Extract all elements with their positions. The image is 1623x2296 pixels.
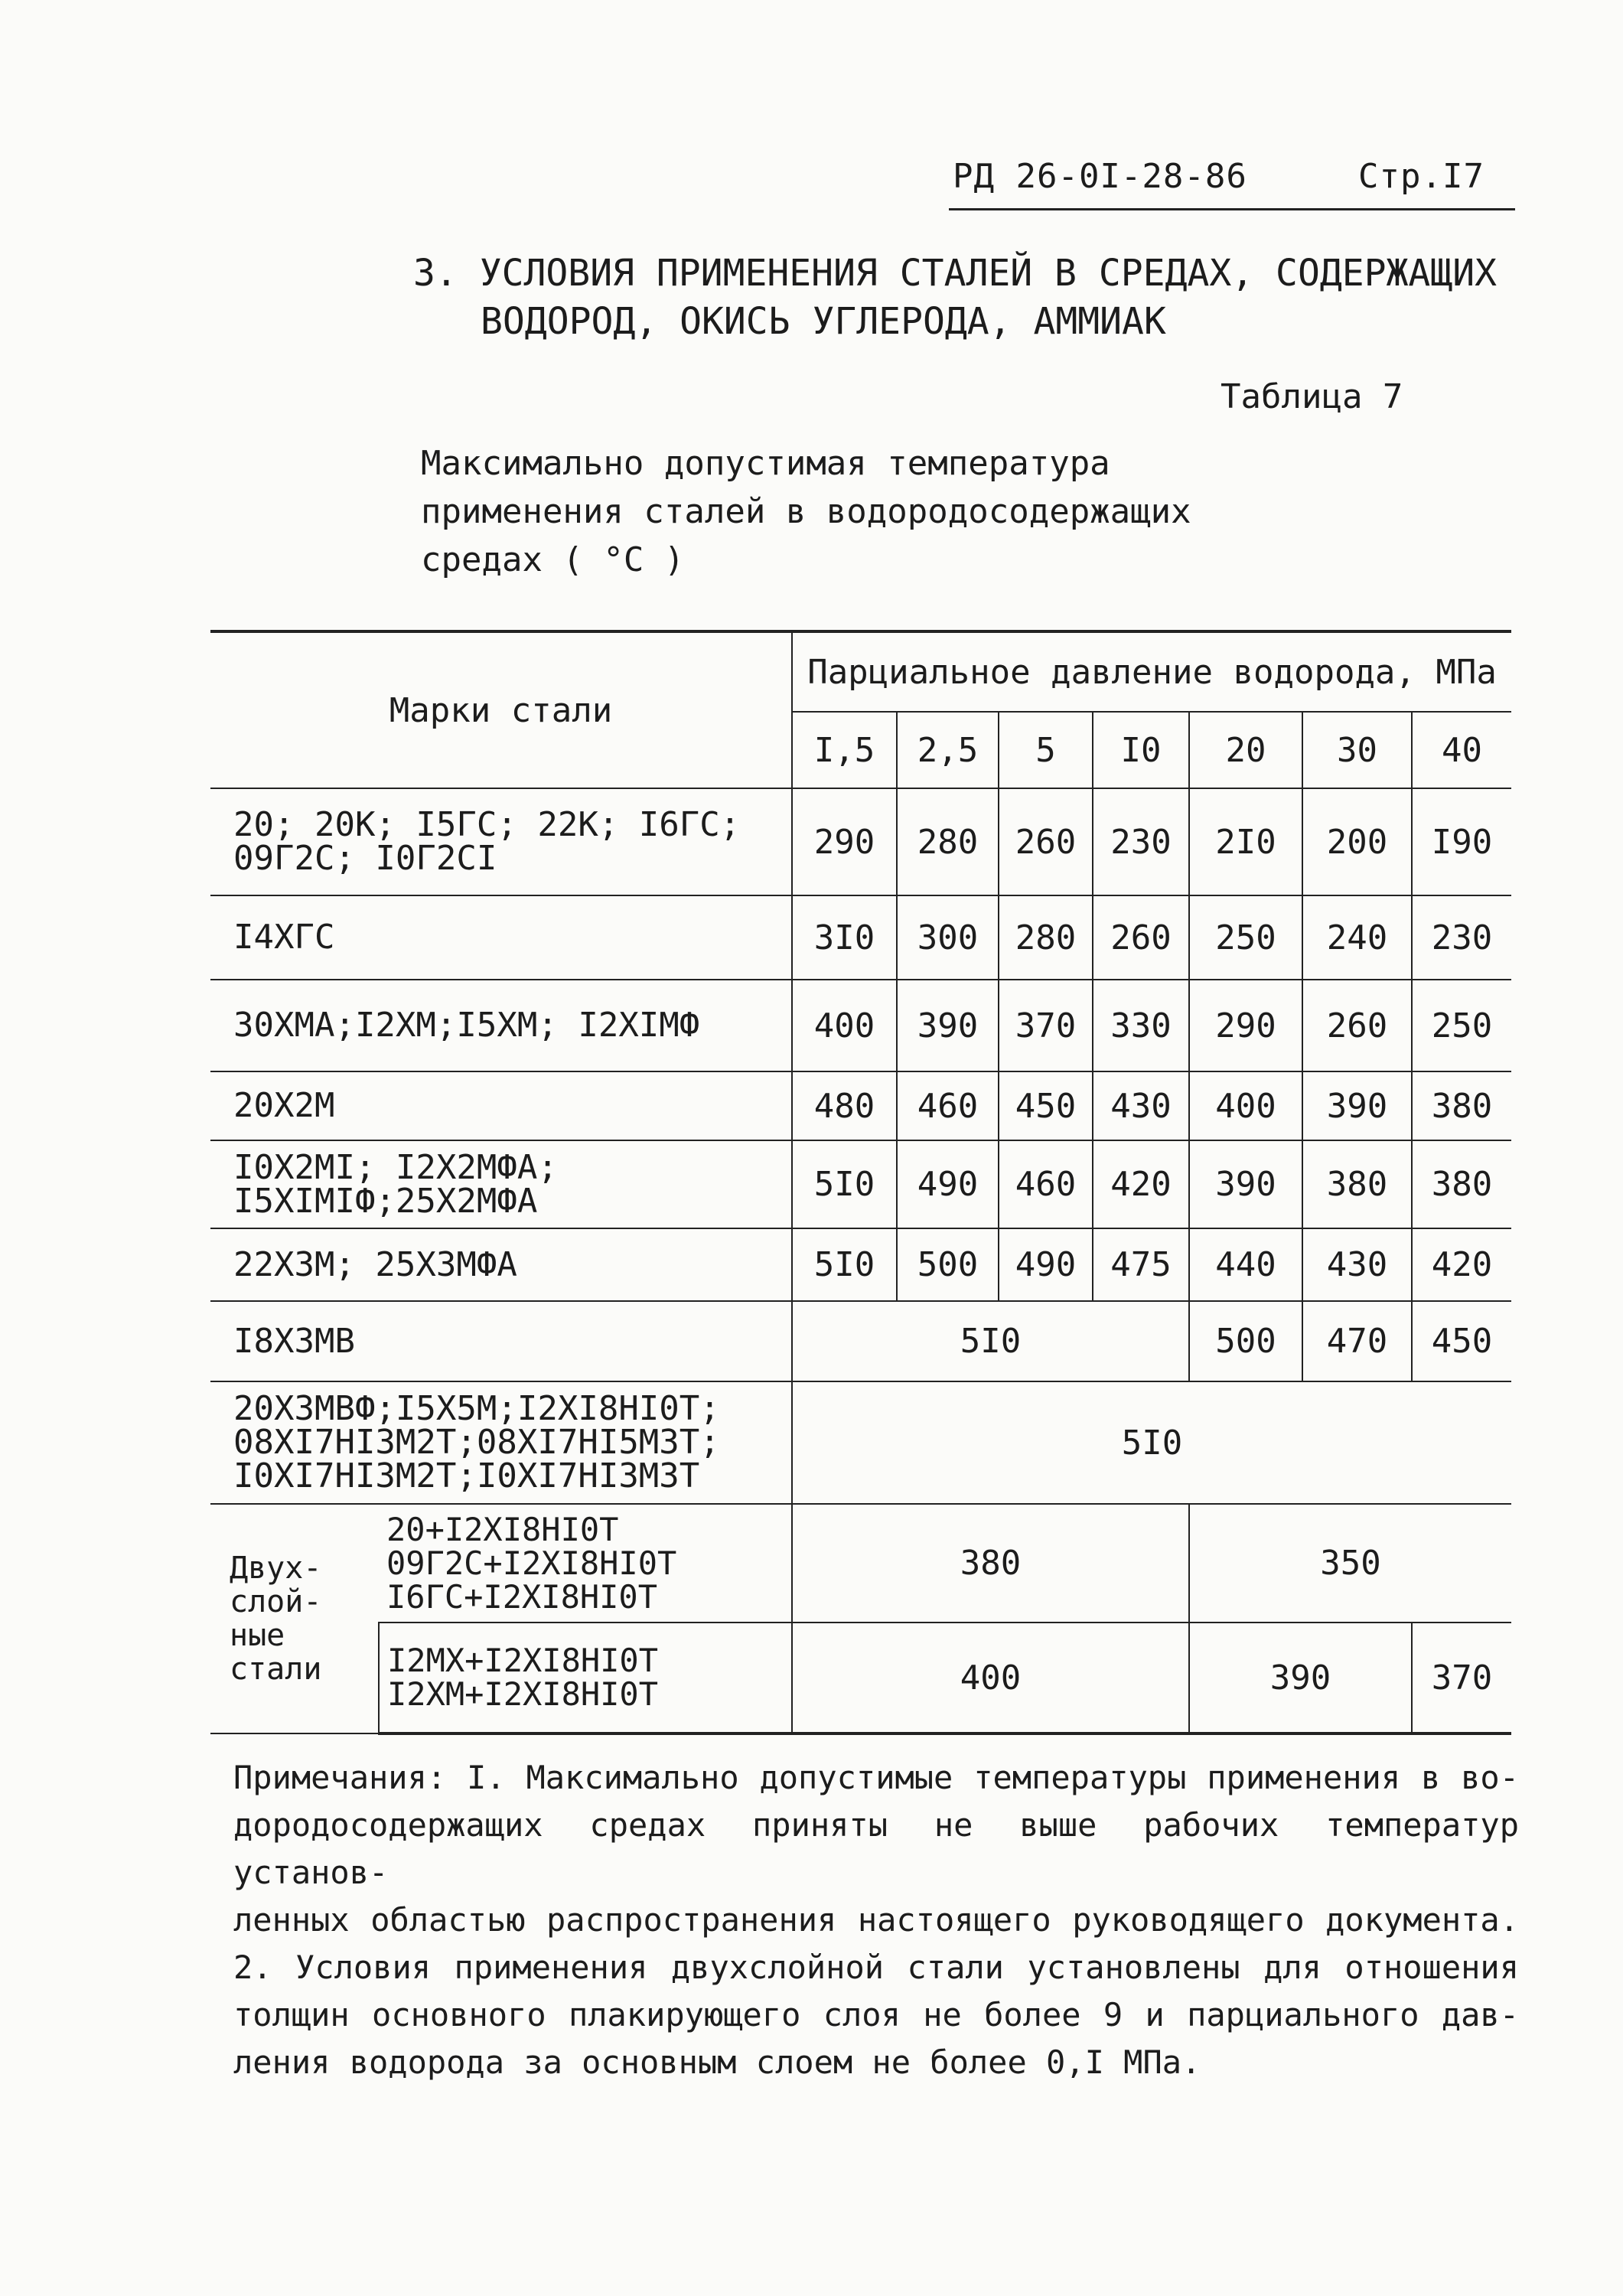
note-line: дородосодержащих средах приняты не выше рабочих температур установ- [233,1806,1519,1891]
temperature-cell: 370 [1412,1623,1511,1733]
two-layer-grades [379,1504,792,1623]
temperature-cell: 3I0 [792,895,897,980]
temperature-cell: 5I0 [792,1140,897,1228]
steel-grade-cell [210,1381,792,1504]
section-title-line-1: 3. УСЛОВИЯ ПРИМЕНЕНИЯ СТАЛЕЙ В СРЕДАХ, СОДЕРЖАЩИХ [413,252,1498,295]
steel-grade-line: 20; 20К; I5ГС; 22К; I6ГС; [233,805,741,844]
table-row-two-layer-1 [210,1504,1511,1623]
table-label: Таблица 7 [1221,377,1403,416]
two-layer-grade: I2ХМ+I2ХI8НI0Т [387,1675,659,1713]
temperature-cell: 380 [1302,1140,1412,1228]
table-caption-line-2: применения сталей в водородосодержащих [421,492,1191,531]
merged-temperature-cell: 5I0 [792,1301,1189,1381]
temperature-cell: 250 [1189,895,1302,980]
temperature-cell: 330 [1093,980,1189,1071]
note-line: 2. Условия применения двухслойной стали установлены для отношения [233,1949,1519,1986]
table-row [210,1140,1511,1228]
temperature-cell: 390 [897,980,999,1071]
table-row-two-layer-2 [210,1623,1511,1733]
temperature-cell: 450 [1412,1301,1511,1381]
table-row [210,980,1511,1071]
table-caption-line-1: Максимально допустимая температура [421,444,1110,483]
temperature-cell: 240 [1302,895,1412,980]
temperature-cell: 280 [897,788,999,895]
temperature-cell: 380 [1412,1140,1511,1228]
note-line: Примечания: I. Максимально допустимые температуры применения в во- [233,1759,1519,1796]
two-layer-grade: 20+I2ХI8НI0Т [386,1510,619,1548]
temperature-cell: 480 [792,1071,897,1140]
note-line: ления водорода за основным слоем не более 0,I МПа. [233,2043,1201,2081]
steel-grade-cell: I8Х3МВ [210,1301,792,1381]
temperature-cell: 460 [999,1140,1093,1228]
pressure-value: 30 [1302,712,1412,788]
table-row [210,1228,1511,1301]
steel-grade-cell [210,1140,792,1228]
temperature-cell: 230 [1093,788,1189,895]
temperature-cell: 390 [1302,1071,1412,1140]
steel-grade-cell: 20Х2М [210,1071,792,1140]
temperature-cell: 490 [897,1140,999,1228]
temperature-cell: 430 [1302,1228,1412,1301]
temperature-cell: 5I0 [792,1228,897,1301]
temperature-cell: 290 [792,788,897,895]
page-number: Стр.I7 [1358,157,1484,196]
notes [233,1754,1519,2086]
table-row [210,1381,1511,1504]
temperature-cell: 400 [792,980,897,1071]
temperature-cell: 370 [999,980,1093,1071]
temperature-cell: 420 [1412,1228,1511,1301]
two-layer-grade: I2МХ+I2ХI8НI0Т [387,1642,659,1679]
steel-grade-line: 09Г2С; I0Г2СI [233,839,497,878]
steel-grade-cell [210,788,792,895]
steel-grade-cell: I4ХГС [210,895,792,980]
steel-grade-line: 08ХI7НI3М2Т;08ХI7НI5М3Т; [233,1423,720,1462]
pressure-value: 20 [1189,712,1302,788]
temperature-cell: 380 [1412,1071,1511,1140]
section-title-line-2: ВОДОРОД, ОКИСЬ УГЛЕРОДА, АММИАК [481,300,1166,343]
two-layer-grades [379,1623,792,1733]
pressure-value: 40 [1412,712,1511,788]
pressure-value: 2,5 [897,712,999,788]
two-layer-label-line: слой- [230,1584,322,1619]
temperature-cell: 430 [1093,1071,1189,1140]
note-line: толщин основного плакирующего слоя не более 9 и парциального дав- [233,1996,1519,2033]
header-rule [949,208,1515,210]
pressure-column-header: Парциальное давление водорода, МПа [792,631,1511,712]
table-caption-line-3: средах ( °С ) [421,540,685,579]
table-row [210,1301,1511,1381]
merged-temperature-cell: 350 [1189,1504,1511,1623]
temperature-cell: 390 [1189,1140,1302,1228]
steel-grade-line: I0ХI7НI3М2Т;I0ХI7НI3М3Т [233,1456,700,1495]
merged-temperature-cell: 5I0 [792,1381,1511,1504]
temperature-table [210,630,1511,1735]
two-layer-label-line: Двух- [230,1551,322,1586]
steel-grade-cell: 30ХМА;I2ХМ;I5ХМ; I2ХIМФ [210,980,792,1071]
table-row [210,895,1511,980]
table-row [210,788,1511,895]
temperature-cell: 280 [999,895,1093,980]
note-line: ленных областью распространения настоящего руководящего документа. [233,1901,1519,1939]
temperature-cell: 260 [1093,895,1189,980]
steel-grade-line: I5ХIМIФ;25Х2МФА [233,1181,538,1221]
two-layer-label-line: ные [230,1618,285,1653]
temperature-cell: 500 [1189,1301,1302,1381]
steel-grade-line: I0Х2МI; I2Х2МФА; [233,1147,558,1187]
temperature-cell: 200 [1302,788,1412,895]
pressure-value: I,5 [792,712,897,788]
document-code: РД 26-0I-28-86 [953,157,1247,196]
temperature-cell: 440 [1189,1228,1302,1301]
temperature-cell: 490 [999,1228,1093,1301]
two-layer-grade: I6ГС+I2ХI8НI0Т [386,1577,658,1616]
merged-temperature-cell: 380 [792,1504,1189,1623]
table-row [210,1071,1511,1140]
temperature-cell: 500 [897,1228,999,1301]
merged-temperature-cell: 400 [792,1623,1189,1733]
temperature-cell: 460 [897,1071,999,1140]
two-layer-label-line: стали [230,1652,322,1687]
temperature-cell: 450 [999,1071,1093,1140]
temperature-cell: 470 [1302,1301,1412,1381]
temperature-cell: 250 [1412,980,1511,1071]
steel-grade-cell: 22Х3М; 25Х3МФА [210,1228,792,1301]
temperature-cell: 260 [1302,980,1412,1071]
temperature-cell: 290 [1189,980,1302,1071]
table-header-row [210,631,1511,712]
pressure-value: 5 [999,712,1093,788]
temperature-cell: 400 [1189,1071,1302,1140]
temperature-cell: 300 [897,895,999,980]
steel-grade-line: 20Х3МВФ;I5Х5М;I2ХI8НI0Т; [233,1389,720,1428]
temperature-cell: 475 [1093,1228,1189,1301]
temperature-cell: 2I0 [1189,788,1302,895]
grade-column-header: Марки стали [210,631,792,788]
merged-temperature-cell: 390 [1189,1623,1412,1733]
two-layer-label [210,1504,379,1733]
two-layer-grade: 09Г2С+I2ХI8НI0Т [386,1544,677,1582]
temperature-cell: I90 [1412,788,1511,895]
pressure-value: I0 [1093,712,1189,788]
temperature-cell: 420 [1093,1140,1189,1228]
temperature-cell: 260 [999,788,1093,895]
temperature-cell: 230 [1412,895,1511,980]
